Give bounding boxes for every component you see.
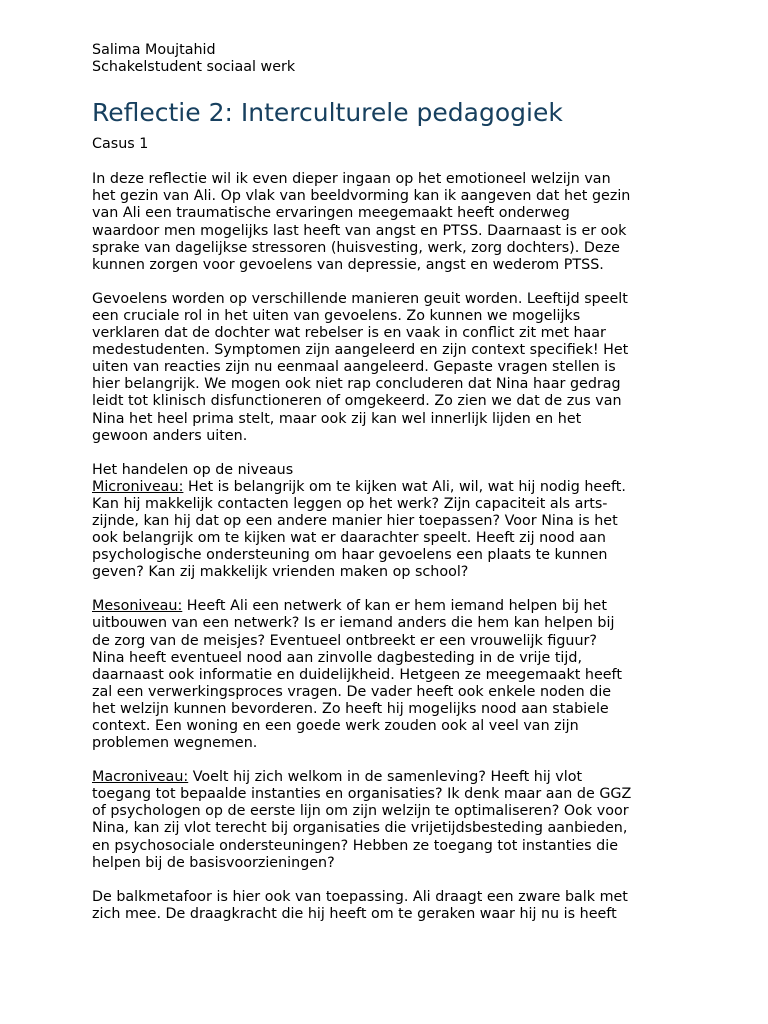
text-line: In deze reflectie wil ik even dieper ingaan op het emotioneel welzijn van	[92, 171, 611, 188]
text-line: uitbouwen van een netwerk? Is er iemand anders die hem kan helpen bij	[92, 615, 615, 632]
text-line: geven? Kan zij makkelijk vrienden maken op school?	[92, 564, 469, 581]
text-line: De balkmetafoor is hier ook van toepassing. Ali draagt een zware balk met	[92, 888, 628, 905]
text-line: van Ali een traumatische ervaringen meegemaakt heeft onderweg	[92, 205, 570, 222]
text-line: kunnen zorgen voor gevoelens van depressie, angst en wederom PTSS.	[92, 256, 604, 273]
paragraph-macroniveau	[92, 769, 682, 872]
macroniveau-label: Macroniveau:	[92, 769, 189, 786]
text-line: sprake van dagelijkse stressoren (huisvesting, werk, zorg dochters). Deze	[92, 239, 620, 256]
paragraph-balkmetafoor	[92, 889, 682, 923]
text-line: medestudenten. Symptomen zijn aangeleerd en zijn context specifiek! Het	[92, 342, 629, 359]
text-line: Nina het heel prima stelt, maar ook zij kan wel innerlijk lijden en het	[92, 410, 582, 427]
text-line: uiten van reacties zijn nu eenmaal aangeleerd. Gepaste vragen stellen is	[92, 359, 616, 376]
text-line: hier belangrijk. We mogen ook niet rap concluderen dat Nina haar gedrag	[92, 376, 621, 393]
text-line: gewoon anders uiten.	[92, 427, 248, 444]
mesoniveau-label: Mesoniveau:	[92, 598, 183, 615]
text-line: waardoor men mogelijks last heeft van angst en PTSS. Daarnaast is er ook	[92, 222, 627, 239]
text-line: psychologische ondersteuning om haar gevoelens een plaats te kunnen	[92, 547, 608, 564]
text-line: context. Een woning en een goede werk zouden ook al veel van zijn	[92, 718, 579, 734]
text-line: verklaren dat de dochter wat rebelser is en vaak in conflict zit met haar	[92, 325, 606, 342]
microniveau-label: Microniveau:	[92, 478, 184, 495]
text-line: Nina heeft eventueel nood aan zinvolle dagbesteding in de vrije tijd,	[92, 649, 582, 666]
mesoniveau-first-line: Heeft Ali een netwerk of kan er hem iemand helpen bij het	[182, 598, 607, 615]
text-line: problemen wegnemen.	[92, 735, 258, 752]
text-line: Gevoelens worden op verschillende manieren geuit worden. Leeftijd speelt	[92, 290, 628, 307]
microniveau-first-line: Het is belangrijk om te kijken wat Ali, wil, wat hij nodig heeft.	[183, 478, 626, 495]
paragraph-intro	[92, 171, 682, 274]
author-name: Salima Moujtahid	[92, 42, 216, 58]
text-line: of psychologen op de eerste lijn om zijn welzijn te optimaliseren? Ook voor	[92, 803, 629, 820]
text-line	[92, 769, 682, 786]
text-line: de zorg van de meisjes? Eventueel ontbreekt er een vrouwelijk figuur?	[92, 632, 597, 649]
text-line: het gezin van Ali. Op vlak van beeldvorming kan ik aangeven dat het gezin	[92, 188, 631, 205]
text-line: het welzijn kunnen bevorderen. Zo heeft hij mogelijks nood aan stabiele	[92, 700, 609, 717]
case-subtitle: Casus 1	[92, 136, 149, 153]
macroniveau-first-line: Voelt hij zich welkom in de samenleving? Heeft hij vlot	[188, 769, 583, 786]
document-title: Reflectie 2: Interculturele pedagogiek	[92, 98, 563, 128]
paragraph-feelings	[92, 291, 682, 445]
text-line: en psychosociale ondersteuningen? Hebben ze toegang tot instanties die	[92, 837, 619, 854]
text-line: ook belangrijk om te kijken wat er daarachter speelt. Heeft zij nood aan	[92, 530, 606, 547]
text-line: daarnaast ook informatie en duidelijkheid. Hetgeen ze meegemaakt heeft	[92, 666, 622, 683]
text-line: zijnde, kan hij dat op een andere manier hier toepassen? Voor Nina is het	[92, 512, 618, 529]
section-heading-levels: Het handelen op de niveaus	[92, 461, 294, 478]
text-line: Kan hij makkelijk contacten leggen op het werk? Zijn capaciteit als arts-	[92, 495, 608, 512]
text-line: toegang tot bepaalde instanties en organisaties? Ik denk maar aan de GGZ	[92, 786, 632, 803]
author-role: Schakelstudent sociaal werk	[92, 59, 296, 76]
text-line	[92, 479, 682, 496]
text-line: leidt tot klinisch disfunctioneren of omgekeerd. Zo zien we dat de zus van	[92, 393, 622, 410]
text-line: zal een verwerkingsproces vragen. De vader heeft ook enkele noden die	[92, 683, 612, 700]
paragraph-mesoniveau	[92, 598, 682, 752]
text-line: een cruciale rol in het uiten van gevoelens. Zo kunnen we mogelijks	[92, 307, 581, 324]
document-page	[92, 42, 682, 923]
author-block	[92, 42, 682, 76]
text-line: Nina, kan zij vlot terecht bij organisaties die vrijetijdsbesteding aanbieden,	[92, 820, 628, 837]
text-line: zich mee. De draagkracht die hij heeft om te geraken waar hij nu is heeft	[92, 905, 617, 922]
paragraph-microniveau	[92, 462, 682, 582]
text-line: helpen bij de basisvoorzieningen?	[92, 854, 335, 871]
text-line	[92, 598, 682, 615]
